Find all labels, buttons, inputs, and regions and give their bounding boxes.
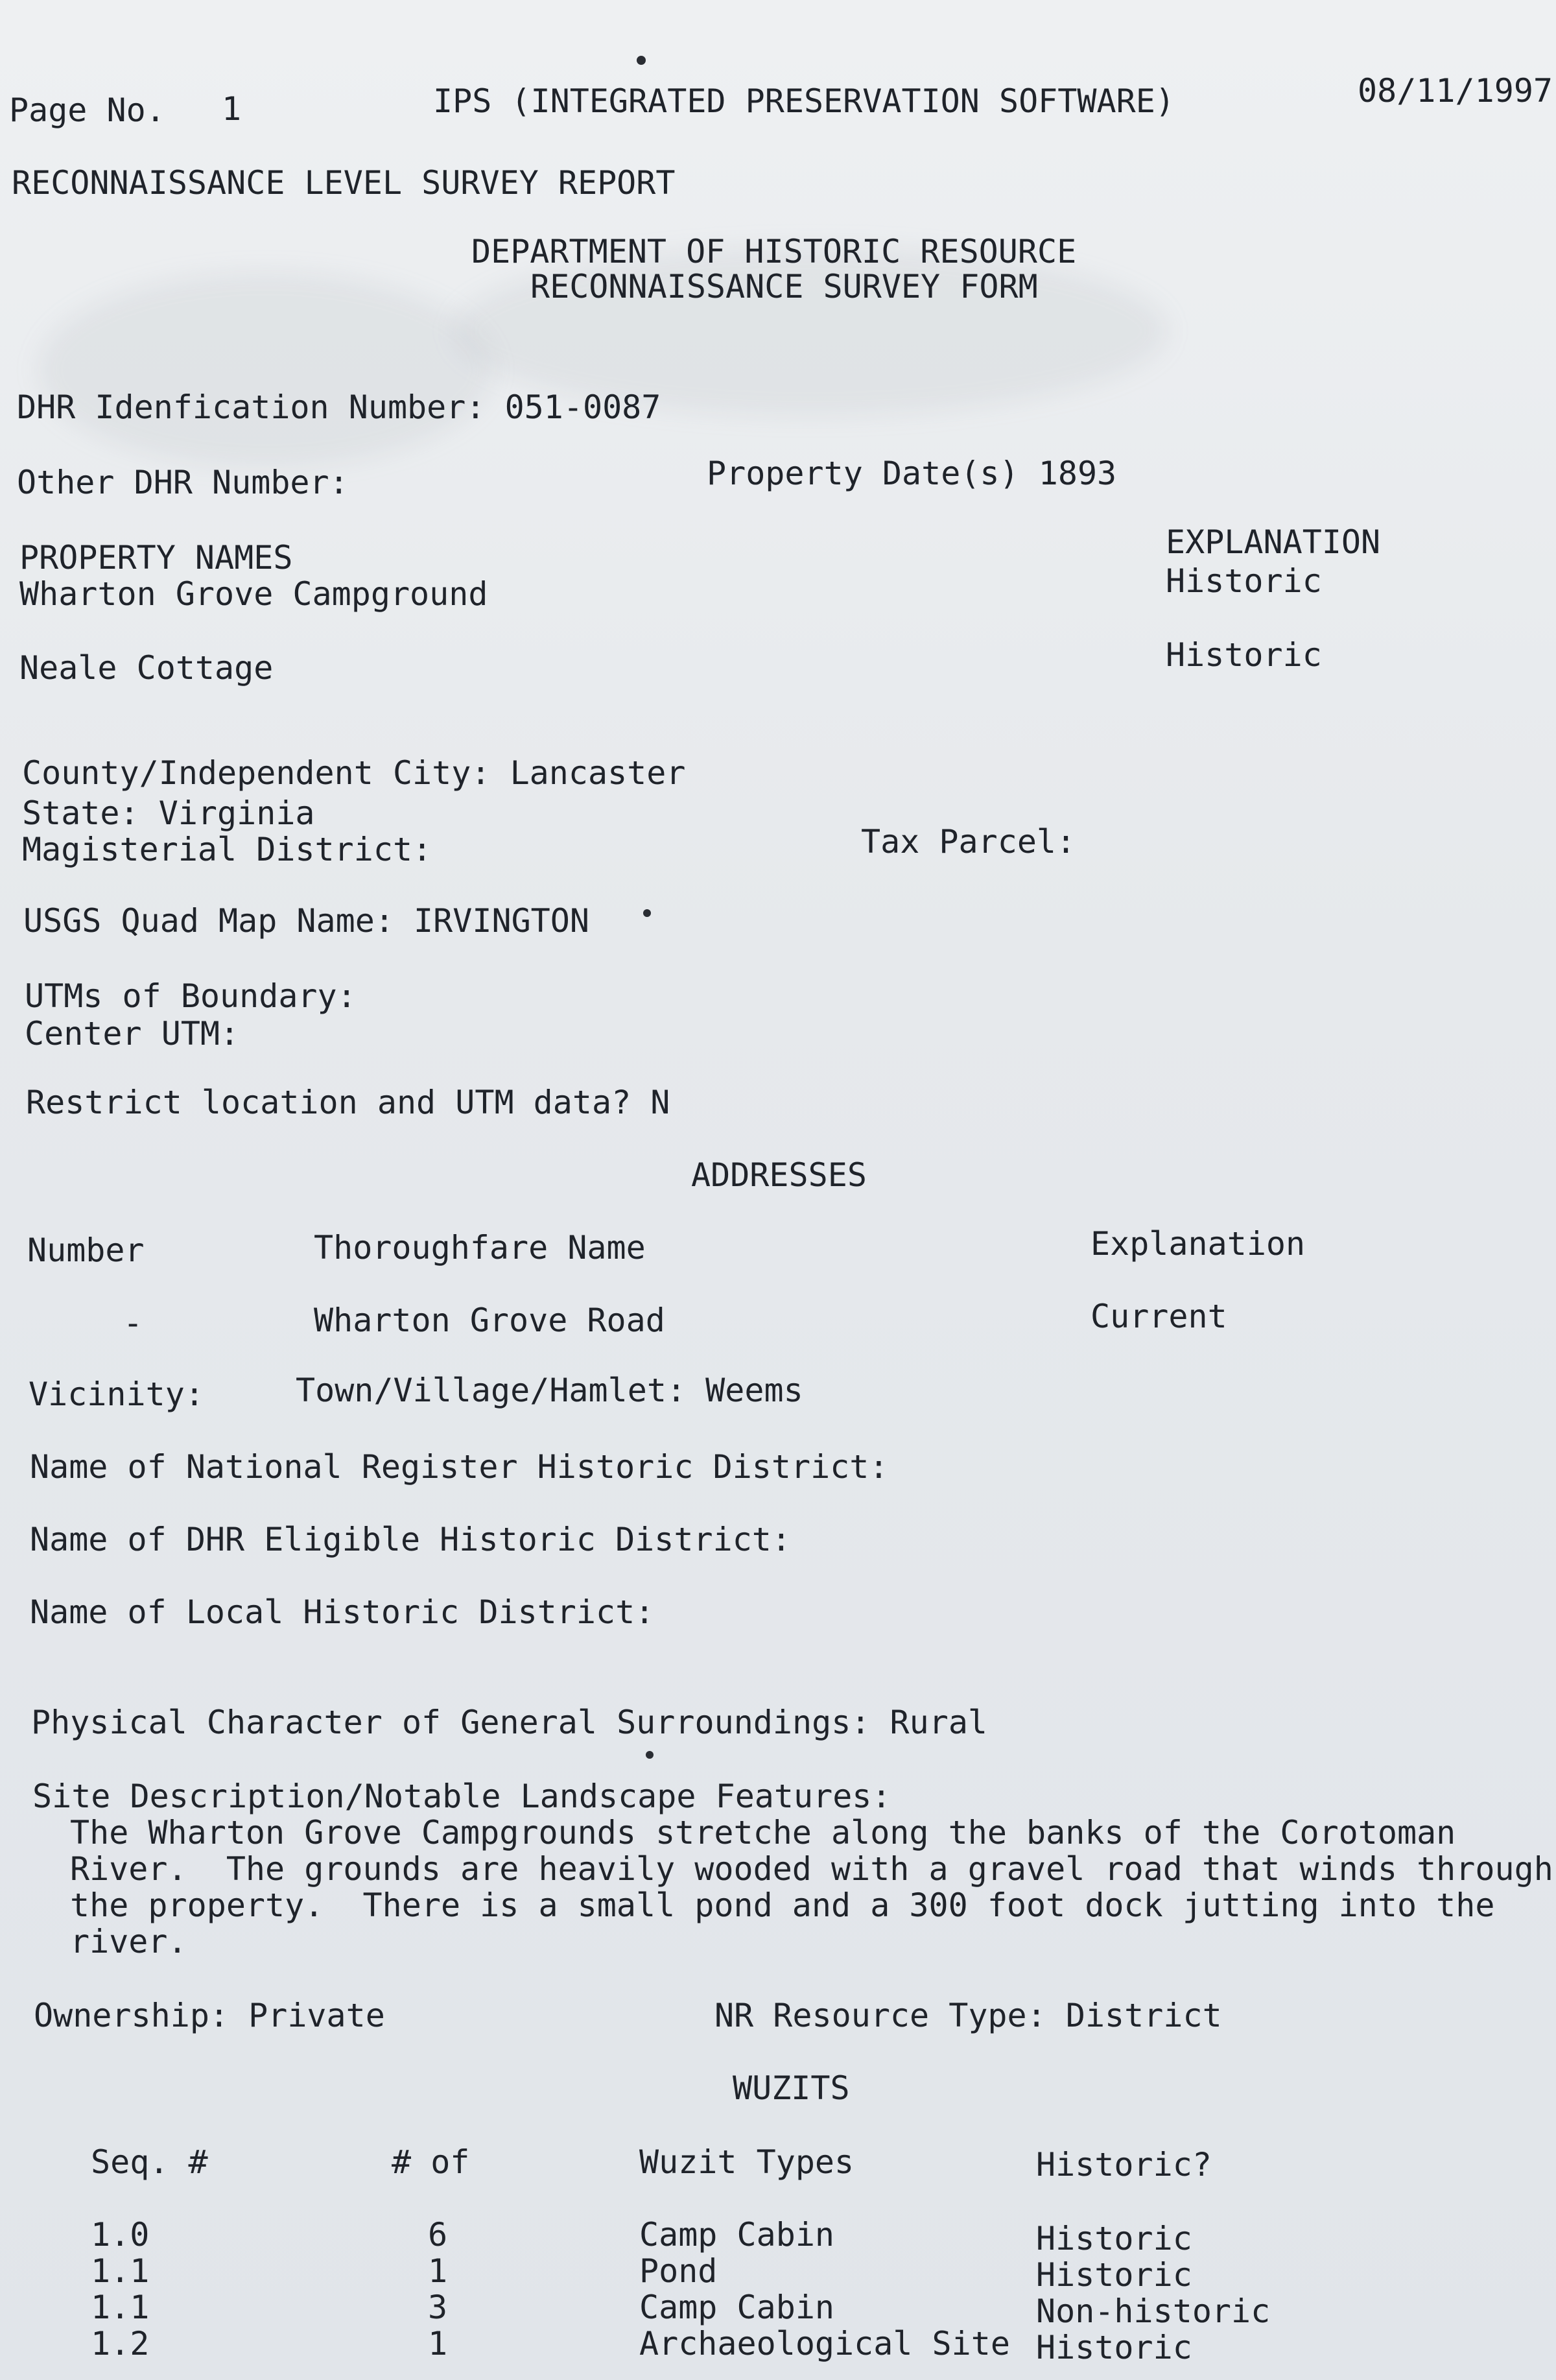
wuzit-col-types: Wuzit Types — [639, 2143, 855, 2181]
form-title: RECONNAISSANCE SURVEY FORM — [530, 268, 1038, 305]
site-description-line: River. The grounds are heavily wooded with a gravel road that winds through — [70, 1850, 1553, 1888]
restrict-location: Restrict location and UTM data? N — [26, 1084, 670, 1121]
page-number-label: Page No. — [9, 91, 165, 129]
department-title: DEPARTMENT OF HISTORIC RESOURCE — [471, 233, 1077, 270]
addresses-heading: ADDRESSES — [691, 1156, 867, 1194]
dhr-id-number: DHR Idenfication Number: 051-0087 — [17, 388, 661, 426]
wuzit-seq: 1.1 — [91, 2289, 150, 2326]
property-name: Wharton Grove Campground — [19, 575, 488, 613]
ownership: Ownership: Private — [34, 1997, 385, 2034]
site-description-heading: Site Description/Notable Landscape Features: — [32, 1778, 891, 1815]
wuzit-col-seq: Seq. # — [91, 2143, 208, 2181]
address-col-number: Number — [27, 1232, 145, 1269]
property-dates: Property Date(s) 1893 — [707, 455, 1117, 492]
wuzits-heading: WUZITS — [733, 2069, 850, 2107]
magisterial-district: Magisterial District: — [22, 831, 432, 868]
wuzit-historic: Historic — [1036, 2256, 1192, 2294]
utm-boundary: UTMs of Boundary: — [25, 977, 357, 1015]
state: State: Virginia — [22, 794, 315, 832]
general-surroundings: Physical Character of General Surroundings: Rural — [31, 1704, 988, 1741]
paper-dot — [643, 909, 651, 917]
property-names-heading: PROPERTY NAMES — [19, 539, 293, 577]
property-explanation: Historic — [1166, 562, 1322, 600]
property-name: Neale Cottage — [19, 649, 274, 687]
town-village-hamlet: Town/Village/Hamlet: Weems — [296, 1372, 803, 1409]
site-description-line: The Wharton Grove Campgrounds stretche along the banks of the Corotoman — [70, 1814, 1456, 1851]
wuzit-col-count: # of — [392, 2143, 470, 2181]
site-description-line: the property. There is a small pond and a 300 foot dock jutting into the — [70, 1886, 1495, 1924]
paper-dot — [646, 1751, 654, 1759]
page-number: 1 — [222, 90, 242, 128]
wuzit-seq: 1.1 — [91, 2252, 150, 2290]
local-historic-district: Name of Local Historic District: — [30, 1593, 655, 1631]
wuzit-historic: Historic — [1036, 2329, 1192, 2366]
wuzit-type: Archaeological Site — [639, 2325, 1010, 2362]
address-col-thoroughfare: Thoroughfare Name — [314, 1229, 646, 1267]
county-city: County/Independent City: Lancaster — [22, 754, 686, 792]
report-date: 08/11/1997 — [1358, 72, 1553, 110]
wuzit-count: 1 — [428, 2325, 448, 2362]
paper-smudge — [39, 272, 493, 467]
usgs-quad-map: USGS Quad Map Name: IRVINGTON — [23, 902, 589, 940]
site-description-line: river. — [70, 1923, 187, 1960]
address-explanation: Current — [1090, 1298, 1227, 1335]
wuzit-seq: 1.0 — [91, 2216, 150, 2254]
address-thoroughfare: Wharton Grove Road — [314, 1302, 665, 1339]
wuzit-historic: Historic — [1036, 2220, 1192, 2257]
explanation-heading: EXPLANATION — [1166, 523, 1381, 561]
dhr-eligible-district: Name of DHR Eligible Historic District: — [30, 1521, 791, 1558]
address-number: - — [123, 1304, 143, 1342]
address-col-explanation: Explanation — [1090, 1225, 1306, 1263]
vicinity: Vicinity: — [29, 1375, 204, 1413]
wuzit-type: Pond — [639, 2252, 718, 2290]
wuzit-count: 3 — [428, 2289, 448, 2326]
property-explanation: Historic — [1166, 636, 1322, 674]
center-utm: Center UTM: — [25, 1015, 240, 1053]
wuzit-count: 6 — [428, 2216, 448, 2254]
national-register-district: Name of National Register Historic District: — [30, 1448, 889, 1486]
wuzit-type: Camp Cabin — [639, 2216, 835, 2254]
wuzit-count: 1 — [428, 2252, 448, 2290]
other-dhr-number: Other DHR Number: — [17, 464, 349, 501]
wuzit-seq: 1.2 — [91, 2325, 150, 2362]
tax-parcel: Tax Parcel: — [861, 823, 1076, 861]
software-title: IPS (INTEGRATED PRESERVATION SOFTWARE) — [433, 82, 1175, 120]
report-title: RECONNAISSANCE LEVEL SURVEY REPORT — [12, 164, 676, 202]
wuzit-historic: Non-historic — [1036, 2292, 1271, 2330]
wuzit-type: Camp Cabin — [639, 2289, 835, 2326]
paper-dot — [637, 56, 646, 65]
wuzit-col-historic: Historic? — [1036, 2146, 1212, 2184]
nr-resource-type: NR Resource Type: District — [714, 1997, 1222, 2034]
